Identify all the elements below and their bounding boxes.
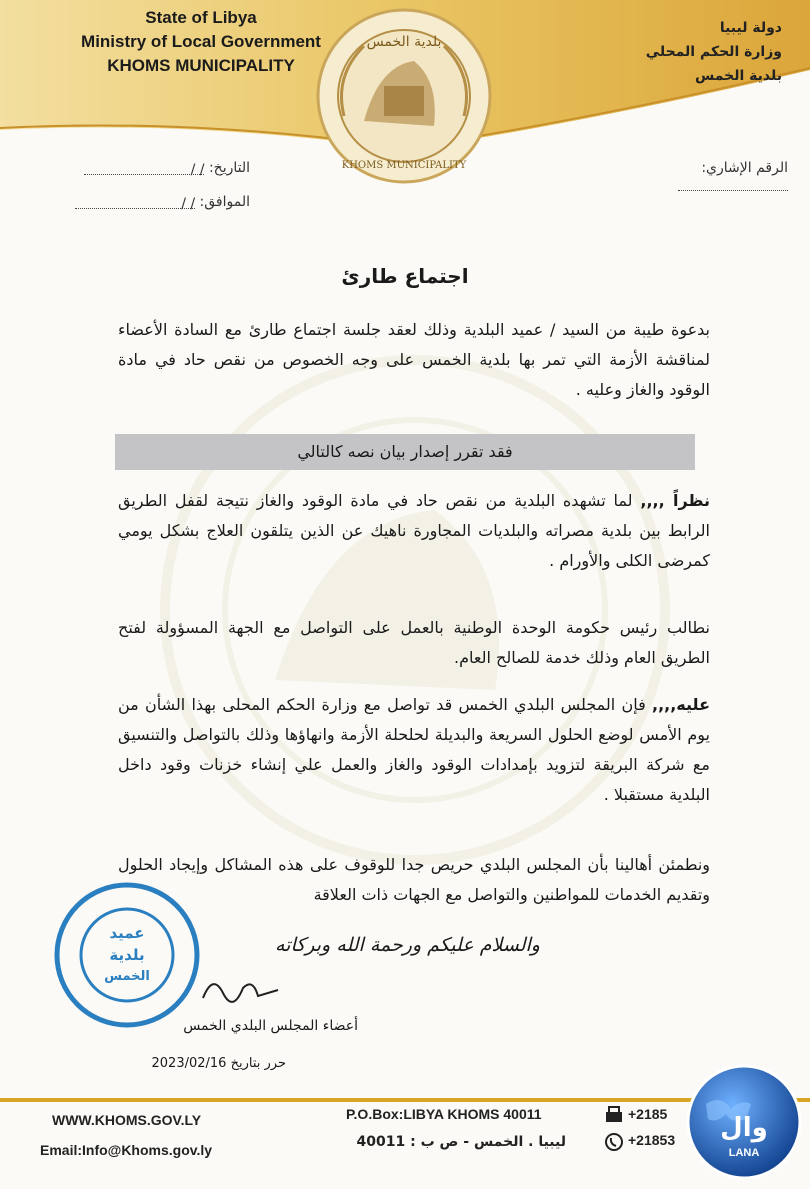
letter-intro xyxy=(118,315,710,405)
stamp-text-2: بلدية xyxy=(109,946,145,964)
letter-title: اجتماع طارئ xyxy=(341,264,469,288)
fax-icon xyxy=(604,1106,624,1124)
header-english xyxy=(66,6,336,78)
date-field xyxy=(64,160,250,176)
issue-date-value: 2023/02/16 xyxy=(151,1056,227,1071)
footer-pobox: P.O.Box:LIBYA KHOMS 40011 xyxy=(346,1106,542,1122)
header-en-state: State of Libya xyxy=(145,8,257,27)
reference-label: الرقم الإشاري: xyxy=(701,160,788,176)
date-value: / / xyxy=(84,162,204,175)
reference-field xyxy=(678,178,788,191)
header-ar-state: دولة ليبيا xyxy=(719,20,782,36)
para1-text: لما تشهده البلدية من نقص حاد في مادة الوقود والغاز نتيجة لقفل الطريق الرابط بين بلدية مصراته والبلديات المجاورة ناهيك عن الذين يتلقون العلاج بشكل يومي كمرضى الكلى والأورام . xyxy=(118,491,710,570)
header-ar-ministry: وزارة الحكم المحلي xyxy=(645,44,782,60)
issue-date xyxy=(126,1056,286,1071)
seal-text-bottom: KHOMS MUNICIPALITY xyxy=(341,160,467,171)
equiv-value: / / xyxy=(75,196,195,209)
lana-label-ar: وال xyxy=(720,1113,768,1143)
para4-text: ونطمئن أهالينا بأن المجلس البلدي حريص جدا للوقوف على هذه المشاكل وإيجاد الحلول وتقديم الخدمات للمواطنين والتواصل مع الجهات ذات العلاقة xyxy=(118,855,710,904)
statement-banner: فقد تقرر إصدار بيان نصه كالتالي xyxy=(115,434,695,470)
municipality-seal-icon xyxy=(314,6,494,186)
phone-icon xyxy=(604,1132,624,1152)
seal-text-top: بلدية الخمس xyxy=(366,34,442,50)
reference-number xyxy=(598,160,788,192)
para3-text: فإن المجلس البلدي الخمس قد تواصل مع وزارة الحكم المحلى بهذا الشأن من يوم الأمس لوضع الحلول السريعة والبديلة لحلحلة الأزمة وانهاؤها وذلك بالتواصل والتنسيق مع شركة البريقة لتزويد بإمدادات الوقود والغاز والعمل علي إنشاء خزنات وقود داخل البلدية مستقبلا . xyxy=(118,695,710,804)
lana-label-en: LANA xyxy=(728,1147,760,1159)
official-stamp-icon xyxy=(52,880,202,1030)
footer-website[interactable]: WWW.KHOMS.GOV.LY xyxy=(52,1112,202,1128)
footer-email[interactable]: Email:Info@Khoms.gov.ly xyxy=(40,1142,213,1158)
header-ar-municipality: بلدية الخمس xyxy=(694,68,782,84)
equiv-date-field xyxy=(64,194,250,210)
stamp-text-1: عميد xyxy=(109,924,145,942)
signatory: أعضاء المجلس البلدي الخمس xyxy=(183,1018,358,1034)
footer-phone: +2185 xyxy=(628,1106,668,1122)
paragraph-2 xyxy=(118,613,710,673)
date-label: التاريخ: xyxy=(208,160,250,176)
para2-text: نطالب رئيس حكومة الوحدة الوطنية بالعمل على التواصل مع الجهة المسؤولة لفتح الطريق العام وذلك خدمة للصالح العام. xyxy=(118,618,710,667)
paragraph-1 xyxy=(118,486,710,576)
closing-salutation: والسلام عليكم ورحمة الله وبركاته xyxy=(274,934,540,956)
header-en-ministry: Ministry of Local Government xyxy=(81,32,321,51)
para1-lead: نظراً ,,,, xyxy=(640,491,711,510)
para3-lead: عليه,,,, xyxy=(651,695,710,714)
issue-date-label: حرر بتاريخ xyxy=(230,1056,286,1071)
signature-icon xyxy=(198,968,288,1008)
intro-text: بدعوة طيبة من السيد / عميد البلدية وذلك لعقد جلسة اجتماع طارئ مع السادة الأعضاء لمناقشة الأزمة التي تمر بها بلدية الخمس على وجه الخصوص من نقص حاد في مادة الوقود والغاز وعليه . xyxy=(118,320,710,399)
header-en-municipality: KHOMS MUNICIPALITY xyxy=(107,56,295,75)
lana-logo-icon xyxy=(686,1064,802,1180)
paragraph-3 xyxy=(118,690,710,810)
header-arabic xyxy=(582,16,782,88)
footer-pobox-ar: ليبيا . الخمس - ص ب : 40011 xyxy=(356,1134,566,1150)
equiv-label: الموافق: xyxy=(199,194,250,210)
paragraph-4 xyxy=(118,850,710,910)
stamp-text-3: الخمس xyxy=(104,969,150,984)
footer-fax: +21853 xyxy=(628,1132,676,1148)
